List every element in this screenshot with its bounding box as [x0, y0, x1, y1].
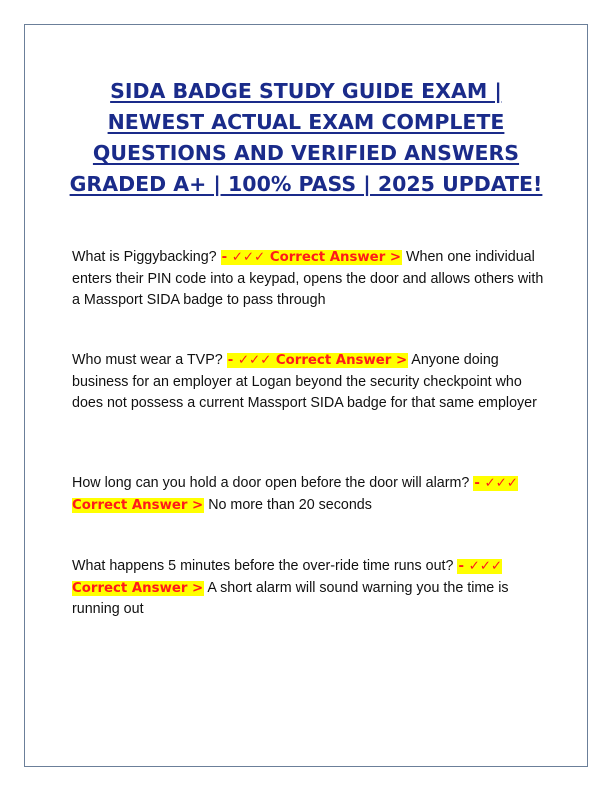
document-title-text: SIDA BADGE STUDY GUIDE EXAM | NEWEST ACTUAL EXAM COMPLETE QUESTIONS AND VERIFIED ANSWERS GRADED A+ | 100% PASS | 2025 UPDATE! — [69, 79, 543, 196]
correct-answer-marker: - ✓✓✓ Correct Answer > — [72, 559, 503, 596]
document-title — [60, 76, 552, 200]
answer-text: Anyone doing business for an employer at Logan beyond the security checkpoint who does not possess a current Massport SIDA badge for that same employer — [72, 352, 537, 411]
question-text: How long can you hold a door open before the door will alarm? — [72, 475, 470, 491]
answer-text: When one individual enters their PIN code into a keypad, opens the door and allows others with a Massport SIDA badge to pass through — [72, 249, 544, 308]
question-text: What happens 5 minutes before the over-ride time runs out? — [72, 558, 454, 574]
question-text: What is Piggybacking? — [72, 249, 217, 265]
correct-answer-marker: - ✓✓✓ Correct Answer > — [72, 476, 518, 513]
answer-text: A short alarm will sound warning you the time is running out — [72, 579, 509, 617]
qa-item — [72, 556, 544, 621]
qa-item — [72, 350, 544, 415]
correct-answer-marker: - ✓✓✓ Correct Answer > — [227, 353, 408, 368]
answer-text: No more than 20 seconds — [208, 496, 372, 513]
correct-answer-marker: - ✓✓✓ Correct Answer > — [221, 250, 402, 265]
qa-item — [72, 247, 544, 312]
question-text: Who must wear a TVP? — [72, 352, 223, 368]
qa-item — [72, 473, 544, 516]
